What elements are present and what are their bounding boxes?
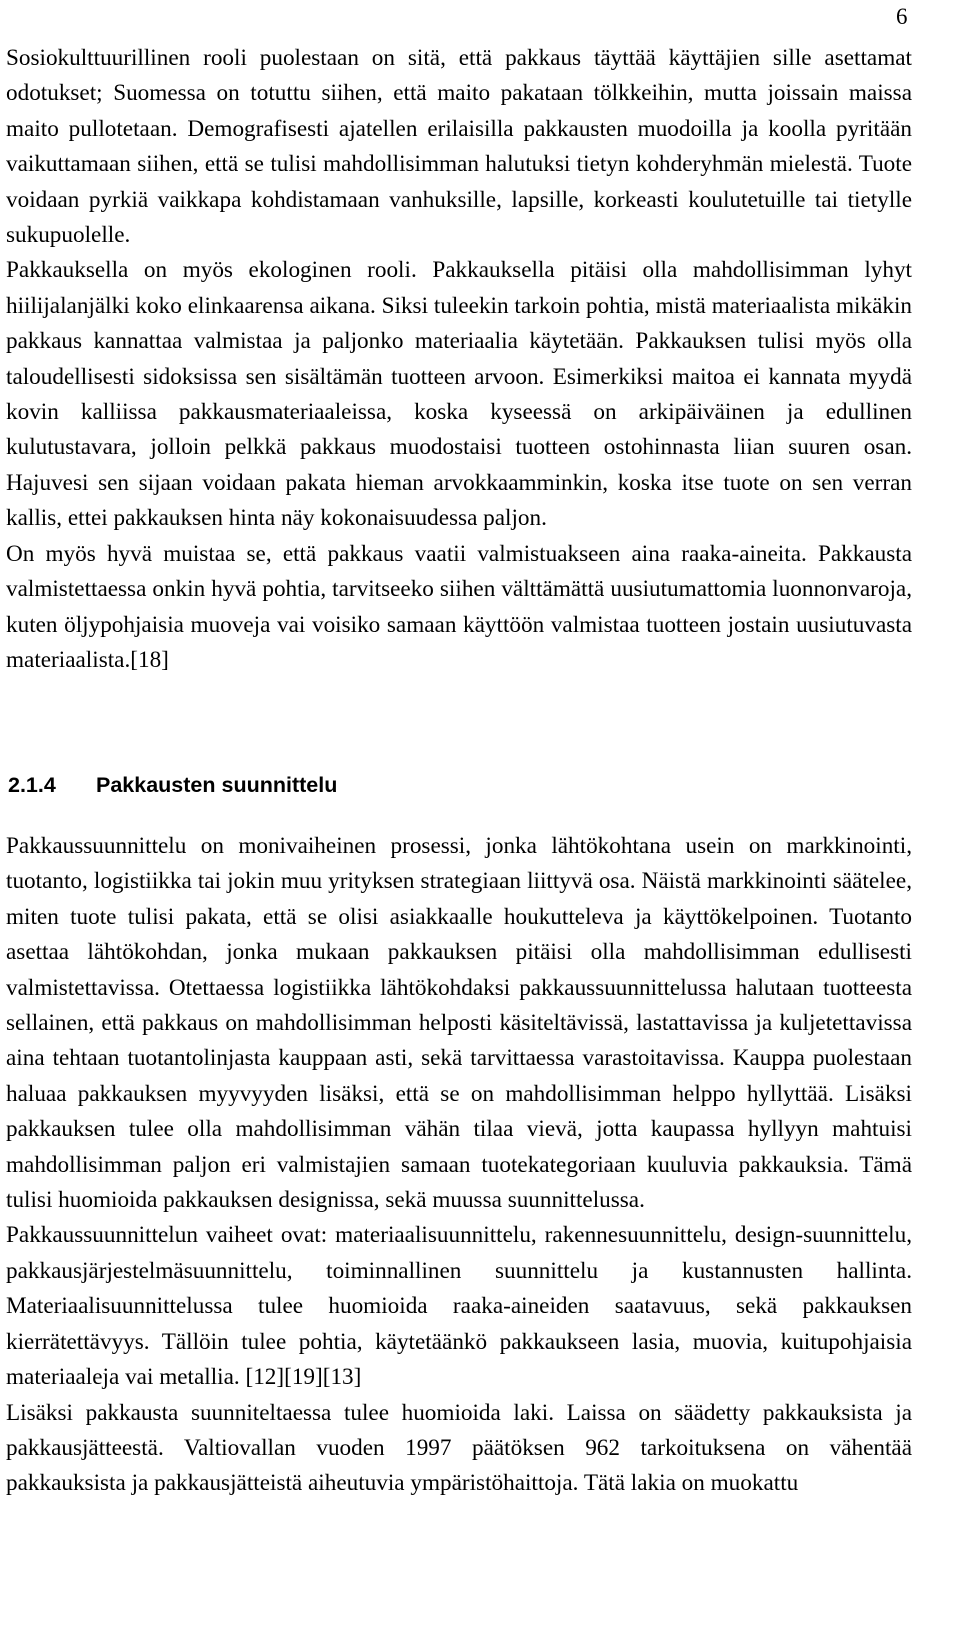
- paragraph-sociocultural-role: Sosiokulttuurillinen rooli puolestaan on sitä, että pakkaus täyttää käyttäjien sille asettamat odotukset; Suomessa on totuttu siihen, että maito pakataan tölkkeihin, mutta joissain maissa maito pullotetaan. Demografisesti ajatellen erilaisilla pakkausten muodoilla ja koolla pyritään vaikuttamaan siihen, että se tulisi mahdollisimman halutuksi tietyn kohderyhmän mielestä. Tuote voidaan pyrkiä vaikkapa kohdistamaan vanhuksille, lapsille, korkeasti koulutetuille tai tietylle sukupuolelle.: [6, 45, 912, 249]
- section-title: Pakkausten suunnittelu: [96, 773, 338, 797]
- paragraph-ecological-role: Pakkauksella on myös ekologinen rooli. Pakkauksella pitäisi olla mahdollisimman lyhyt hiilijalanjälki koko elinkaarensa aikana. Siksi tuleekin tarkoin pohtia, mistä materiaalista mikäkin pakkaus kannattaa valmistaa ja paljonko materiaalia käytetään. Pakkauksen tulisi myös olla taloudellisesti sidoksissa sen sisältämän tuotteen arvoon. Esimerkiksi maitoa ei kannata myydä kovin kalliissa pakkausmateriaaleissa, koska kyseessä on arkipäiväinen ja edullinen kulutustavara, jolloin pelkkä pakkaus muodostaisi tuotteen ostohinnasta liian suuren osan. Hajuvesi sen sijaan voidaan pakata hieman arvokkaamminkin, koska itse tuote on sen verran kallis, ettei pakkauksen hinta näy kokonaisuudessa paljon.: [6, 257, 912, 532]
- paragraph-raw-materials: On myös hyvä muistaa se, että pakkaus vaatii valmistuakseen aina raaka-aineita. Pakkausta valmistettaessa onkin hyvä pohtia, tarvitseeko siihen välttämättä uusiutumattomia luonnonvaroja, kuten öljypohjaisia muoveja vai voisiko samaan käyttöön valmistaa tuotteen jostain uusiutuvasta materiaalista.[18]: [6, 540, 912, 673]
- body-text-before-heading: [6, 41, 912, 678]
- page-number: 6: [896, 4, 908, 29]
- section-number: 2.1.4: [8, 773, 56, 797]
- paragraph-design-process: Pakkaussuunnittelu on monivaiheinen prosessi, jonka lähtökohtana usein on markkinointi, tuotanto, logistiikka tai jokin muu yrityksen strategiaan liittyvä osa. Näistä markkinointi säätelee, miten tuote tulisi pakata, että se olisi asiakkaalle houkutteleva ja käyttökelpoinen. Tuotanto asettaa lähtökohdan, jonka mukaan pakkauksen pitäisi olla mahdollisimman edullisesti valmistettavissa. Otettaessa logistiikka lähtökohdaksi pakkaussuunnittelussa halutaan tuotteesta sellainen, että pakkaus on mahdollisimman helposti käsiteltävissä, lastattavissa ja kuljetettavissa aina tehtaan tuotantolinjasta kauppaan asti, sekä tarvittaessa varastoitavissa. Kauppa puolestaan haluaa pakkauksen myyvyyden lisäksi, että se on mahdollisimman helppo hyllyttää. Lisäksi pakkauksen tulee olla mahdollisimman vähän tilaa vievä, jotta kaupassa hyllyyn mahtuisi mahdollisimman paljon eri valmistajien samaan tuotekategoriaan kuuluvia pakkauksia. Tämä tulisi huomioida pakkauksen designissa, sekä muussa suunnittelussa.: [6, 833, 912, 1214]
- paragraph-legislation: Lisäksi pakkausta suunniteltaessa tulee huomioida laki. Laissa on säädetty pakkauksista ja pakkausjätteestä. Valtiovallan vuoden 1997 päätöksen 962 tarkoituksena on vähentää pakkauksista ja pakkausjätteistä aiheutuvia ympäristöhaittoja. Tätä lakia on muokattu: [6, 1399, 912, 1497]
- body-text-after-heading: [6, 829, 912, 1502]
- section-heading: [8, 768, 337, 802]
- paragraph-design-phases: Pakkaussuunnittelun vaiheet ovat: materiaalisuunnittelu, rakennesuunnittelu, design-suunnittelu, pakkausjärjestelmäsuunnittelu, toiminnallinen suunnittelu ja kustannusten hallinta. Materiaalisuunnittelussa tulee huomioida raaka-aineiden saatavuus, sekä pakkauksen kierrätettävyys. Tällöin tulee pohtia, käytetäänkö pakkaukseen lasia, muovia, kuitupohjaisia materiaaleja vai metallia. [12][19][13]: [6, 1222, 912, 1391]
